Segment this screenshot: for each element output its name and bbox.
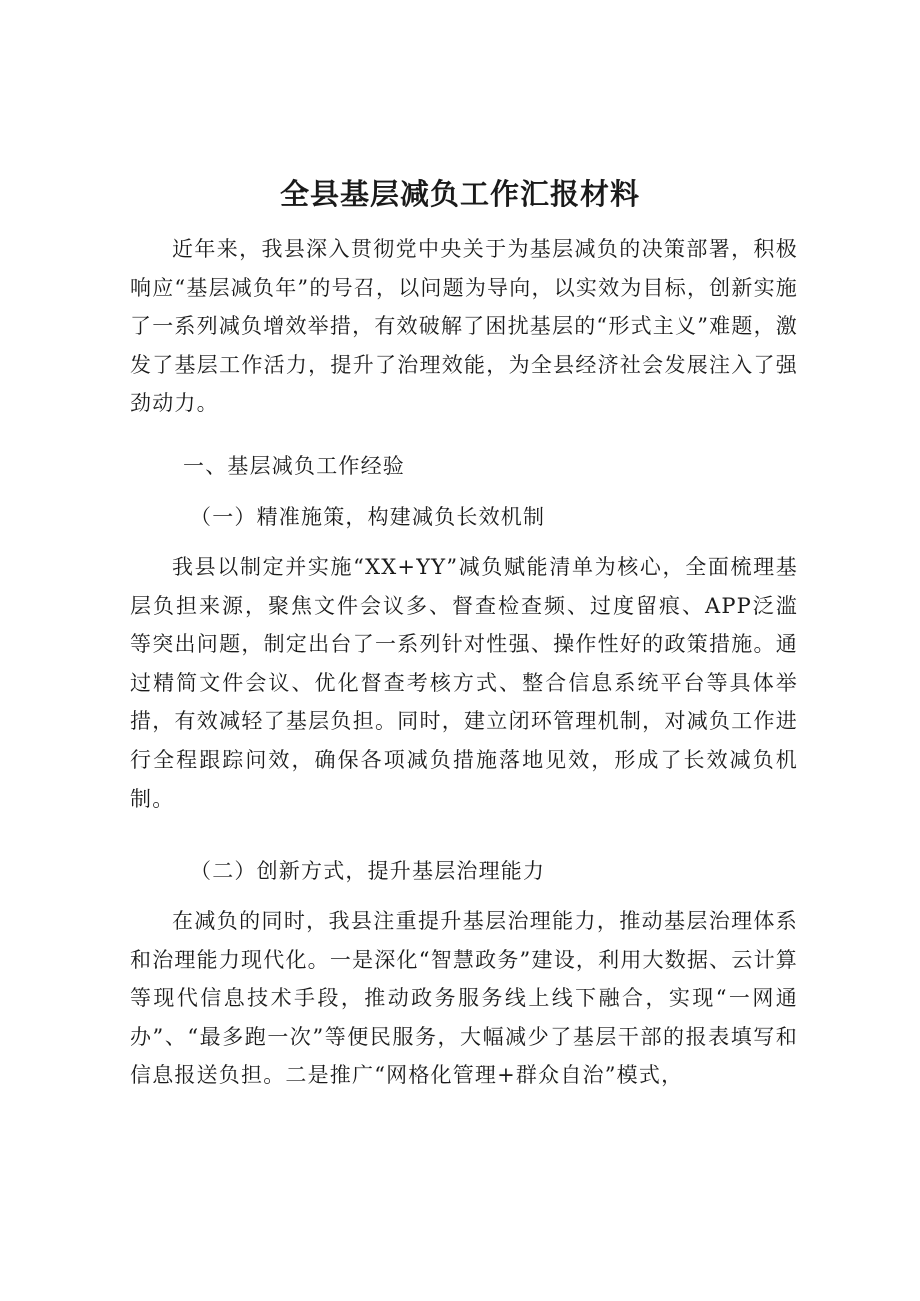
intro-paragraph: 近年来，我县深入贯彻党中央关于为基层减负的决策部署，积极响应“基层减负年”的号召，以问题为导向，以实效为目标，创新实施了一系列减负增效举措，有效破解了困扰基层的“形式主义”难题，激发了基层工作活力，提升了治理效能，为全县经济社会发展注入了强劲动力。 [130, 237, 798, 416]
subsection-1-paragraph: 我县以制定并实施“XX+YY”减负赋能清单为核心，全面梳理基层负担来源，聚焦文件会议多、督查检查频、过度留痕、APP泛滥等突出问题，制定出台了一系列针对性强、操作性好的政策措施。通过精简文件会议、优化督查考核方式、整合信息系统平台等具体举措，有效减轻了基层负担。同时，建立闭环管理机制，对减负工作进行全程跟踪问效，确保各项减负措施落地见效，形成了长效减负机制。 [130, 555, 798, 811]
subsection-heading-1: （一）精准施策，构建减负长效机制 [190, 505, 546, 529]
subsection-2-paragraph: 在减负的同时，我县注重提升基层治理能力，推动基层治理体系和治理能力现代化。一是深化“智慧政务”建设，利用大数据、云计算等现代信息技术手段，推动政务服务线上线下融合，实现“一网通办”、“最多跑一次”等便民服务，大幅减少了基层干部的报表填写和信息报送负担。二是推广“网格化管理+群众自治”模式， [130, 909, 798, 1088]
document-title: 全县基层减负工作汇报材料 [279, 177, 640, 211]
section-heading-1: 一、基层减负工作经验 [183, 454, 405, 478]
subsection-heading-2: （二）创新方式，提升基层治理能力 [190, 859, 546, 883]
